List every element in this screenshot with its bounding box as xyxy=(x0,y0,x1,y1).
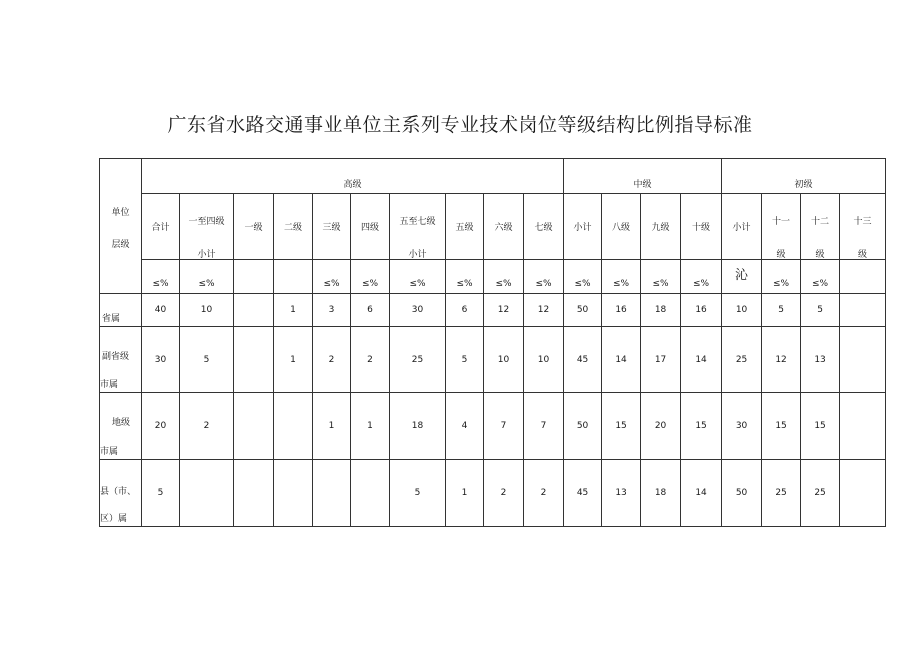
column-header-label: 六级 xyxy=(494,223,513,233)
column-header xyxy=(274,194,313,260)
column-unit: 沁 xyxy=(735,268,749,283)
column-header xyxy=(641,194,681,260)
value-cell: 5 xyxy=(180,327,234,393)
column-unit: ≤% xyxy=(613,279,630,289)
column-header-label: 十三 xyxy=(853,217,872,227)
row-label-cell xyxy=(100,393,142,460)
value-cell: 4 xyxy=(446,393,484,460)
value-cell: 30 xyxy=(142,327,180,393)
value-cell: 45 xyxy=(564,327,602,393)
value-cell: 17 xyxy=(641,327,681,393)
value-cell: 2 xyxy=(484,460,524,527)
value-cell xyxy=(840,393,886,460)
column-header xyxy=(801,194,840,260)
value-cell: 1 xyxy=(446,460,484,527)
value-cell: 50 xyxy=(564,294,602,327)
value-cell xyxy=(234,327,274,393)
value-cell: 20 xyxy=(142,393,180,460)
value-cell: 10 xyxy=(484,327,524,393)
value-cell: 14 xyxy=(602,327,641,393)
column-header xyxy=(446,194,484,260)
value-cell: 14 xyxy=(681,327,722,393)
column-unit: ≤% xyxy=(495,279,512,289)
value-cell: 12 xyxy=(484,294,524,327)
column-header xyxy=(840,194,886,260)
table-row xyxy=(100,327,886,393)
value-cell: 25 xyxy=(762,460,801,527)
value-cell: 2 xyxy=(180,393,234,460)
value-cell xyxy=(234,393,274,460)
value-cell: 15 xyxy=(681,393,722,460)
group-header-senior: 高级 xyxy=(142,159,564,194)
column-unit-cell xyxy=(180,260,234,294)
column-header xyxy=(351,194,390,260)
group-header-middle: 中级 xyxy=(564,159,722,194)
row-label: 地级 xyxy=(112,418,131,428)
value-cell xyxy=(274,393,313,460)
value-cell: 1 xyxy=(274,294,313,327)
column-unit: ≤% xyxy=(693,279,710,289)
row-label: 省属 xyxy=(102,314,121,324)
value-cell: 3 xyxy=(313,294,351,327)
column-header-sublabel: 级 xyxy=(815,250,825,260)
column-unit-cell xyxy=(564,260,602,294)
value-cell xyxy=(840,327,886,393)
unit-header-line-2: 层级 xyxy=(111,240,130,250)
column-header xyxy=(234,194,274,260)
column-header-sublabel: 小计 xyxy=(408,250,427,260)
column-header-label: 合计 xyxy=(151,223,170,233)
row-label-cell xyxy=(100,294,142,327)
column-unit: ≤% xyxy=(535,279,552,289)
value-cell xyxy=(274,460,313,527)
value-cell: 13 xyxy=(801,327,840,393)
column-unit: ≤% xyxy=(198,279,215,289)
value-cell: 7 xyxy=(524,393,564,460)
column-header-label: 一级 xyxy=(244,223,263,233)
column-header xyxy=(313,194,351,260)
column-unit-cell xyxy=(801,260,840,294)
column-unit-cell xyxy=(234,260,274,294)
row-label-continued: 市属 xyxy=(100,447,119,457)
value-cell: 6 xyxy=(351,294,390,327)
value-cell: 12 xyxy=(524,294,564,327)
value-cell: 14 xyxy=(681,460,722,527)
value-cell: 5 xyxy=(390,460,446,527)
column-header-label: 五级 xyxy=(455,223,474,233)
unit-header-line-1: 单位 xyxy=(111,208,130,218)
column-unit-cell xyxy=(681,260,722,294)
value-cell: 18 xyxy=(390,393,446,460)
value-cell: 20 xyxy=(641,393,681,460)
value-cell: 50 xyxy=(564,393,602,460)
column-unit: ≤% xyxy=(812,279,829,289)
value-cell: 50 xyxy=(722,460,762,527)
value-cell: 2 xyxy=(351,327,390,393)
column-unit: ≤% xyxy=(323,279,340,289)
column-header-label: 八级 xyxy=(612,223,631,233)
column-header xyxy=(722,194,762,260)
value-cell xyxy=(234,294,274,327)
column-unit-cell xyxy=(313,260,351,294)
value-cell: 30 xyxy=(390,294,446,327)
value-cell: 5 xyxy=(801,294,840,327)
column-unit-cell xyxy=(602,260,641,294)
value-cell: 40 xyxy=(142,294,180,327)
column-header-sublabel: 级 xyxy=(776,250,786,260)
column-unit-cell xyxy=(641,260,681,294)
column-header-label: 五至七级 xyxy=(399,217,436,227)
column-unit-cell xyxy=(722,260,762,294)
row-label-continued: 区）属 xyxy=(100,514,128,524)
row-label-cell xyxy=(100,327,142,393)
column-header xyxy=(681,194,722,260)
group-header-junior: 初级 xyxy=(722,159,886,194)
column-header xyxy=(484,194,524,260)
row-label-continued: 市属 xyxy=(100,380,119,390)
value-cell: 5 xyxy=(142,460,180,527)
column-unit: ≤% xyxy=(652,279,669,289)
row-label-cell xyxy=(100,460,142,527)
value-cell: 1 xyxy=(313,393,351,460)
value-cell: 18 xyxy=(641,294,681,327)
table-row xyxy=(100,294,886,327)
value-cell: 13 xyxy=(602,460,641,527)
column-unit-cell xyxy=(484,260,524,294)
value-cell: 2 xyxy=(524,460,564,527)
value-cell: 18 xyxy=(641,460,681,527)
column-header-label: 一至四级 xyxy=(188,217,225,227)
value-cell: 15 xyxy=(602,393,641,460)
column-header-label: 三级 xyxy=(322,223,341,233)
column-header xyxy=(564,194,602,260)
column-unit-cell xyxy=(524,260,564,294)
column-header-label: 小计 xyxy=(732,223,751,233)
value-cell: 10 xyxy=(180,294,234,327)
value-cell: 5 xyxy=(762,294,801,327)
row-label: 县（市、 xyxy=(100,487,137,497)
column-unit-cell xyxy=(390,260,446,294)
column-unit-cell xyxy=(762,260,801,294)
column-header-label: 十一 xyxy=(772,217,791,227)
unit-level-header-cell xyxy=(100,159,142,294)
value-cell: 2 xyxy=(313,327,351,393)
value-cell: 25 xyxy=(722,327,762,393)
column-header xyxy=(142,194,180,260)
column-header-label: 小计 xyxy=(573,223,592,233)
column-header xyxy=(524,194,564,260)
value-cell: 45 xyxy=(564,460,602,527)
column-header-label: 四级 xyxy=(360,223,379,233)
value-cell xyxy=(234,460,274,527)
value-cell: 30 xyxy=(722,393,762,460)
column-header-label: 七级 xyxy=(534,223,553,233)
value-cell: 16 xyxy=(602,294,641,327)
value-cell xyxy=(840,460,886,527)
column-header xyxy=(762,194,801,260)
column-unit-cell xyxy=(274,260,313,294)
column-unit: ≤% xyxy=(361,279,379,289)
row-label: 副省级 xyxy=(102,352,130,362)
column-header-sublabel: 小计 xyxy=(197,250,216,260)
column-unit-cell xyxy=(351,260,390,294)
value-cell: 25 xyxy=(801,460,840,527)
column-header xyxy=(180,194,234,260)
value-cell: 12 xyxy=(762,327,801,393)
value-cell: 15 xyxy=(762,393,801,460)
page-title: 广东省水路交通事业单位主系列专业技术岗位等级结构比例指导标准 xyxy=(167,114,753,136)
value-cell xyxy=(840,294,886,327)
column-unit-cell xyxy=(840,260,886,294)
value-cell xyxy=(351,460,390,527)
value-cell xyxy=(180,460,234,527)
value-cell: 7 xyxy=(484,393,524,460)
column-header-label: 十二 xyxy=(811,217,830,227)
value-cell: 16 xyxy=(681,294,722,327)
value-cell: 10 xyxy=(524,327,564,393)
value-cell: 1 xyxy=(274,327,313,393)
column-unit: ≤% xyxy=(773,279,790,289)
value-cell: 5 xyxy=(446,327,484,393)
column-header-label: 十级 xyxy=(692,223,711,233)
table-row xyxy=(100,393,886,460)
value-cell: 6 xyxy=(446,294,484,327)
value-cell: 15 xyxy=(801,393,840,460)
column-header-label: 九级 xyxy=(651,223,670,233)
value-cell: 1 xyxy=(351,393,390,460)
column-unit: ≤% xyxy=(152,279,169,289)
column-unit: ≤% xyxy=(456,279,473,289)
value-cell xyxy=(313,460,351,527)
column-header-label: 二级 xyxy=(283,223,302,233)
column-unit-cell xyxy=(142,260,180,294)
ratio-standard-table xyxy=(99,158,886,527)
value-cell: 25 xyxy=(390,327,446,393)
column-unit-cell xyxy=(446,260,484,294)
column-header-sublabel: 级 xyxy=(858,250,868,260)
column-header xyxy=(602,194,641,260)
table-row xyxy=(100,460,886,527)
value-cell: 10 xyxy=(722,294,762,327)
column-unit: ≤% xyxy=(574,279,591,289)
column-unit: ≤% xyxy=(409,279,426,289)
column-header xyxy=(390,194,446,260)
